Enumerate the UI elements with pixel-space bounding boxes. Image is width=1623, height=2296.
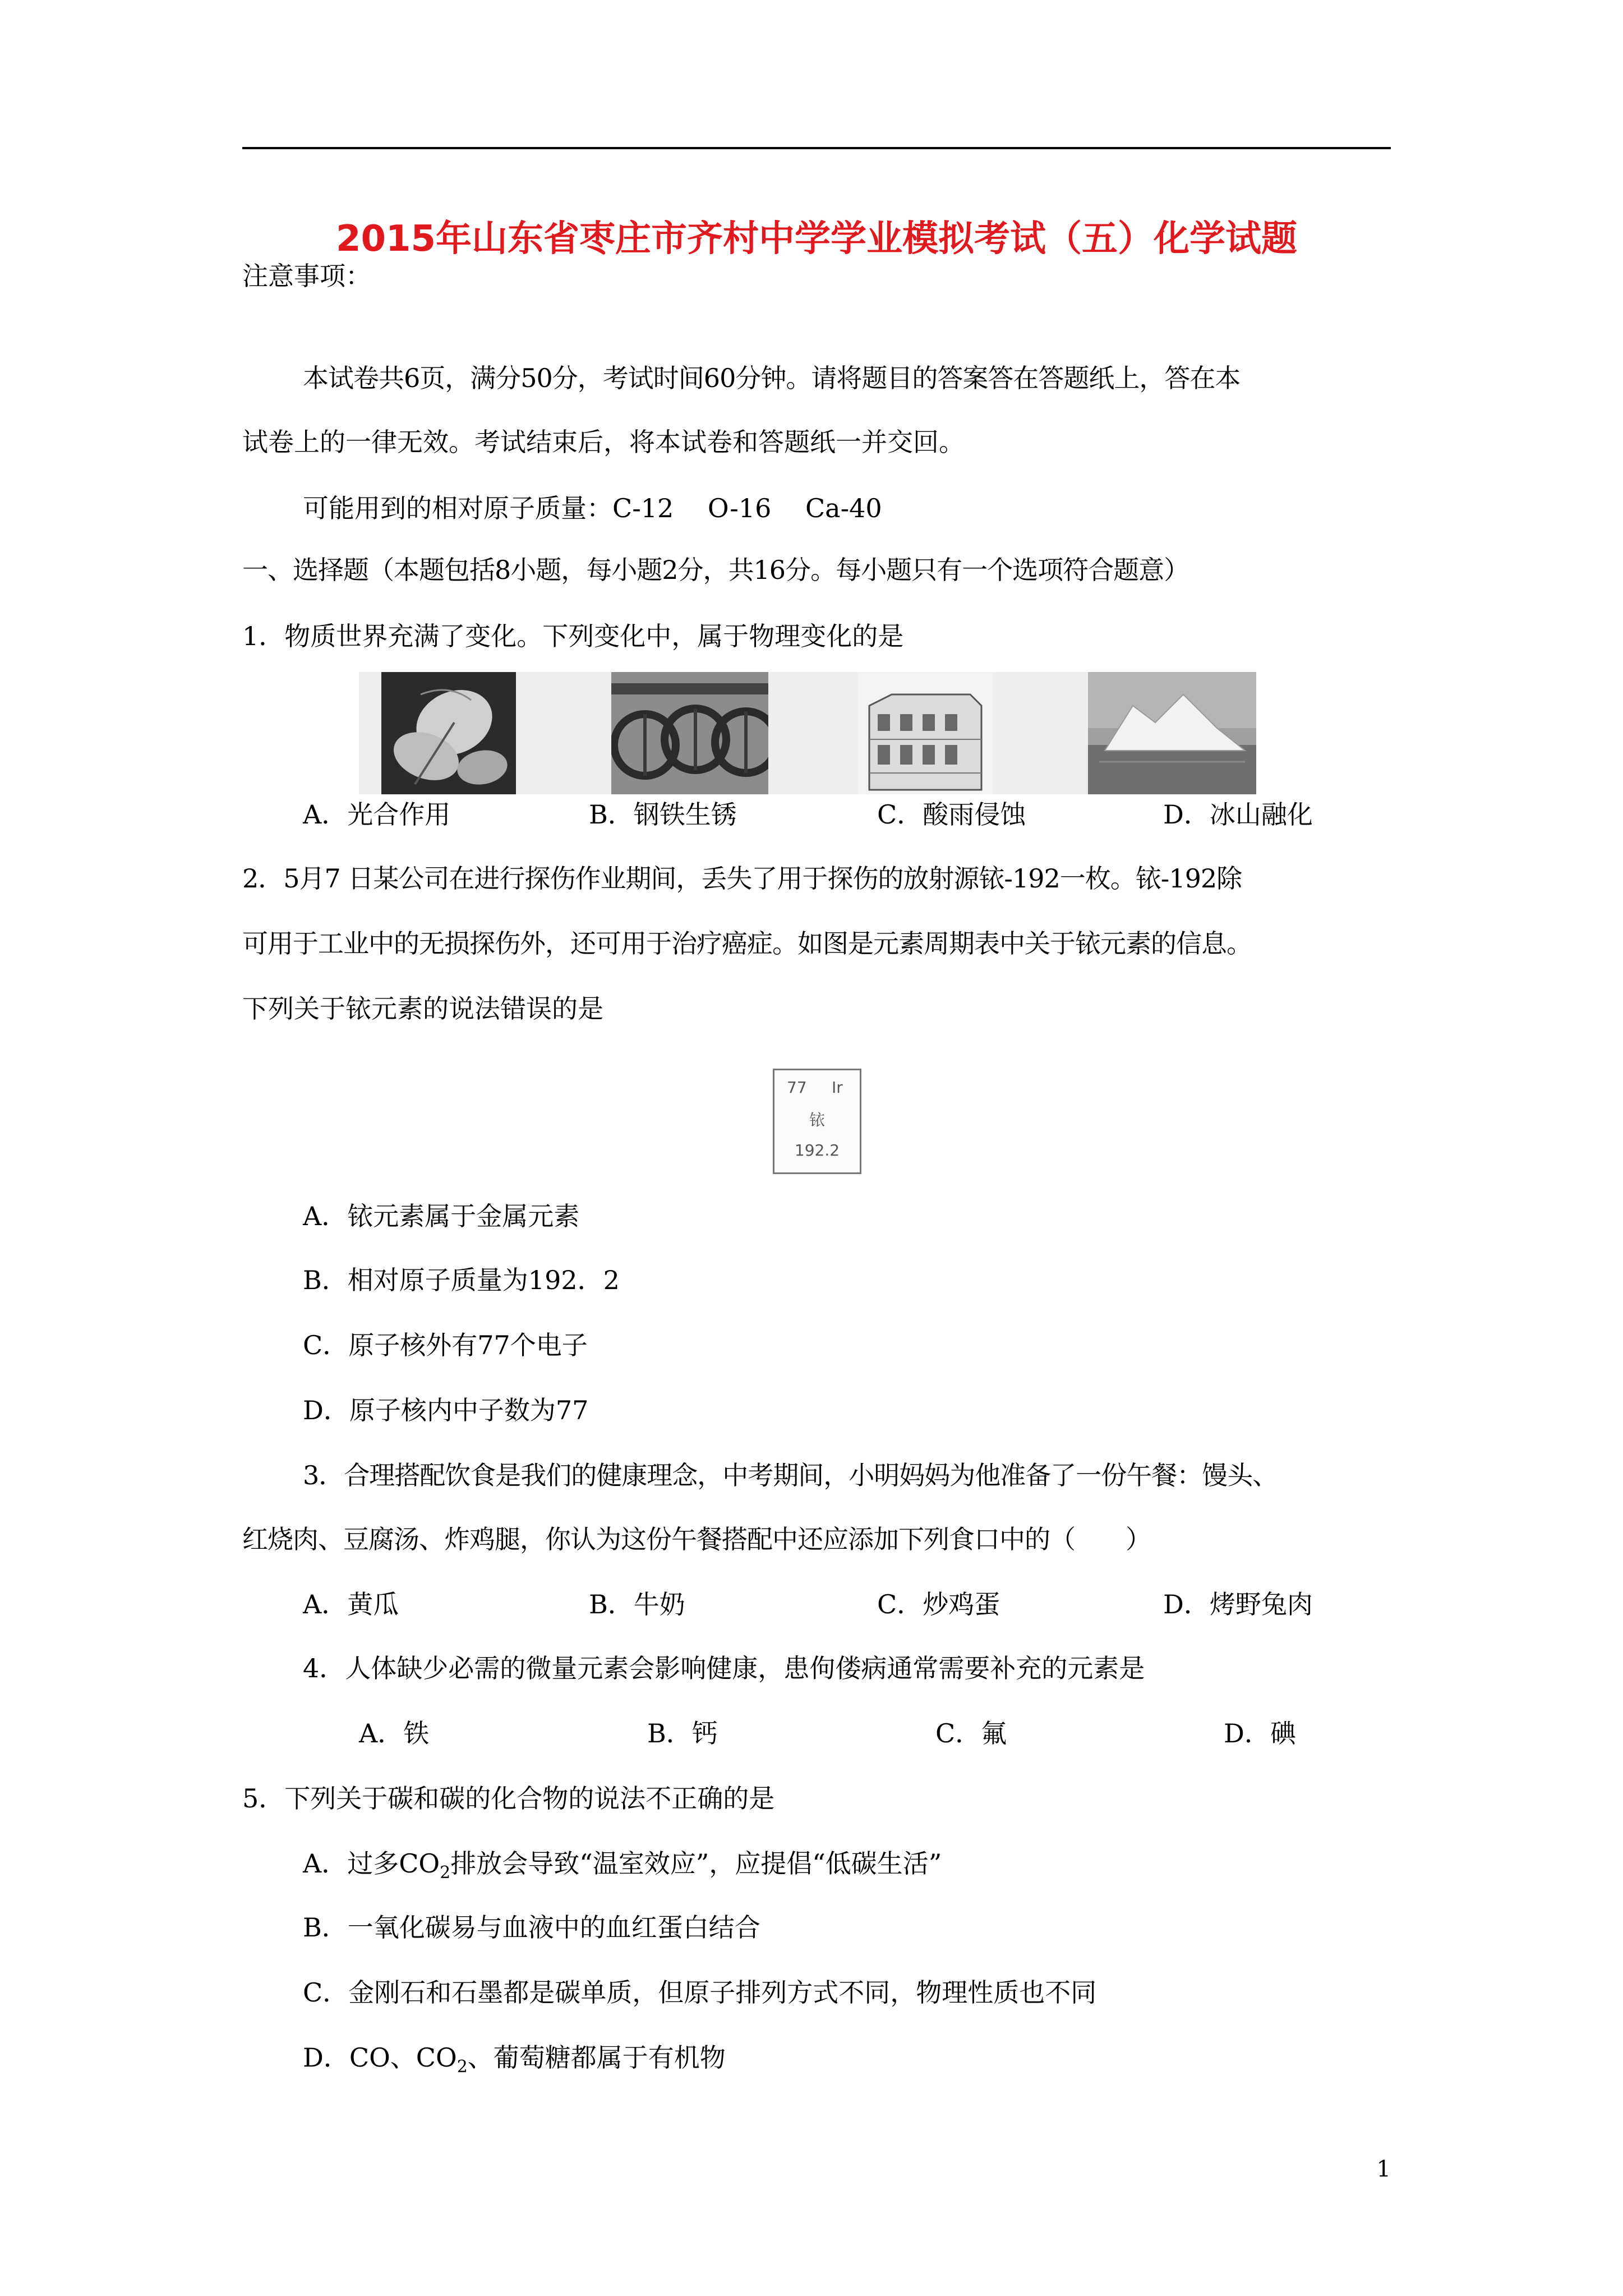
acid-rain-erosion-photo <box>858 672 993 794</box>
q2-line2: 可用于工业中的无损探伤外，还可用于治疗癌症。如图是元素周期表中关于铱元素的信息。 <box>242 928 1252 959</box>
section-heading: 一、选择题（本题包括8小题，每小题2分，共16分。每小题只有一个选项符合题意） <box>242 555 1189 585</box>
q5-option-d <box>303 2041 726 2077</box>
q4-stem: 4．人体缺少必需的微量元素会影响健康，患佝偻病通常需要补充的元素是 <box>303 1653 1145 1683</box>
q4-option-d: D．碘 <box>1224 1718 1296 1749</box>
notice-para-line2: 试卷上的一律无效。考试结束后，将本试卷和答题纸一并交回。 <box>242 427 965 457</box>
q1-photo-strip <box>359 672 1256 794</box>
q5-option-c: C．金刚石和石墨都是碳单质，但原子排列方式不同，物理性质也不同 <box>303 1977 1097 2008</box>
q1-option-d: D．冰山融化 <box>1163 799 1313 830</box>
q3-line2: 红烧肉、豆腐汤、炸鸡腿，你认为这份午餐搭配中还应添加下列食口中的（ ） <box>242 1524 1151 1554</box>
q4-option-c: C．氟 <box>935 1718 1007 1749</box>
q5-option-d-text-end: 、葡萄糖都属于有机物 <box>467 2042 726 2073</box>
q5-option-a <box>303 1847 942 1883</box>
q2-line1: 2．5月7 日某公司在进行探伤作业期间，丢失了用于探伤的放射源铱-192一枚。铱-192除 <box>242 863 1242 894</box>
q3-option-b: B．牛奶 <box>589 1589 685 1619</box>
q2-option-c: C．原子核外有77个电子 <box>303 1330 588 1360</box>
q2-option-b: B．相对原子质量为192．2 <box>303 1265 620 1295</box>
q3-option-a: A．黄瓜 <box>303 1589 399 1619</box>
q2-option-d: D．原子核内中子数为77 <box>303 1395 589 1425</box>
element-atomic-mass: 192.2 <box>794 1141 840 1159</box>
header-rule <box>242 147 1391 149</box>
co2-subscript: 2 <box>457 2057 468 2077</box>
q4-option-a: A．铁 <box>359 1718 430 1749</box>
element-symbol: Ir <box>832 1078 843 1097</box>
q5-option-a-text-end: 排放会导致“温室效应”，应提倡“低碳生活” <box>450 1848 942 1879</box>
q2-line3: 下列关于铱元素的说法错误的是 <box>242 993 603 1024</box>
q3-option-d: D．烤野兔肉 <box>1163 1589 1313 1619</box>
q3-line1: 3．合理搭配饮食是我们的健康理念，中考期间，小明妈妈为他准备了一份午餐：馒头、 <box>303 1460 1278 1490</box>
iridium-element-card <box>773 1069 861 1174</box>
q1-option-b: B．钢铁生锈 <box>589 799 737 830</box>
q5-option-d-text-start: D．CO、CO <box>303 2042 457 2073</box>
q5-option-b: B．一氧化碳易与血液中的血红蛋白结合 <box>303 1912 760 1943</box>
q1-option-c: C．酸雨侵蚀 <box>877 799 1026 830</box>
co2-subscript: 2 <box>440 1863 451 1883</box>
rusty-steel-photo <box>611 672 768 794</box>
q1-stem: 1．物质世界充满了变化。下列变化中，属于物理变化的是 <box>242 621 904 651</box>
element-atomic-number: 77 <box>787 1078 807 1097</box>
q5-option-a-text-start: A．过多CO <box>303 1848 440 1879</box>
q2-option-a: A．铱元素属于金属元素 <box>303 1201 580 1231</box>
page-number: 1 <box>1376 2156 1391 2182</box>
page-title: 2015年山东省枣庄市齐村中学学业模拟考试（五）化学试题 <box>335 218 1298 260</box>
notice-heading: 注意事项： <box>242 261 371 291</box>
photosynthesis-photo <box>381 672 516 794</box>
q5-stem: 5．下列关于碳和碳的化合物的说法不正确的是 <box>242 1783 775 1814</box>
q4-option-b: B．钙 <box>647 1718 718 1749</box>
q3-option-c: C．炒鸡蛋 <box>877 1589 1000 1619</box>
element-name: 铱 <box>809 1111 825 1129</box>
notice-para-line1: 本试卷共6页，满分50分，考试时间60分钟。请将题目的答案答在答题纸上，答在本 <box>303 363 1241 393</box>
q1-option-a: A．光合作用 <box>303 799 451 830</box>
iceberg-melting-photo <box>1088 672 1256 794</box>
atomic-masses: 可能用到的相对原子质量：C-12 O-16 Ca-40 <box>303 493 882 523</box>
